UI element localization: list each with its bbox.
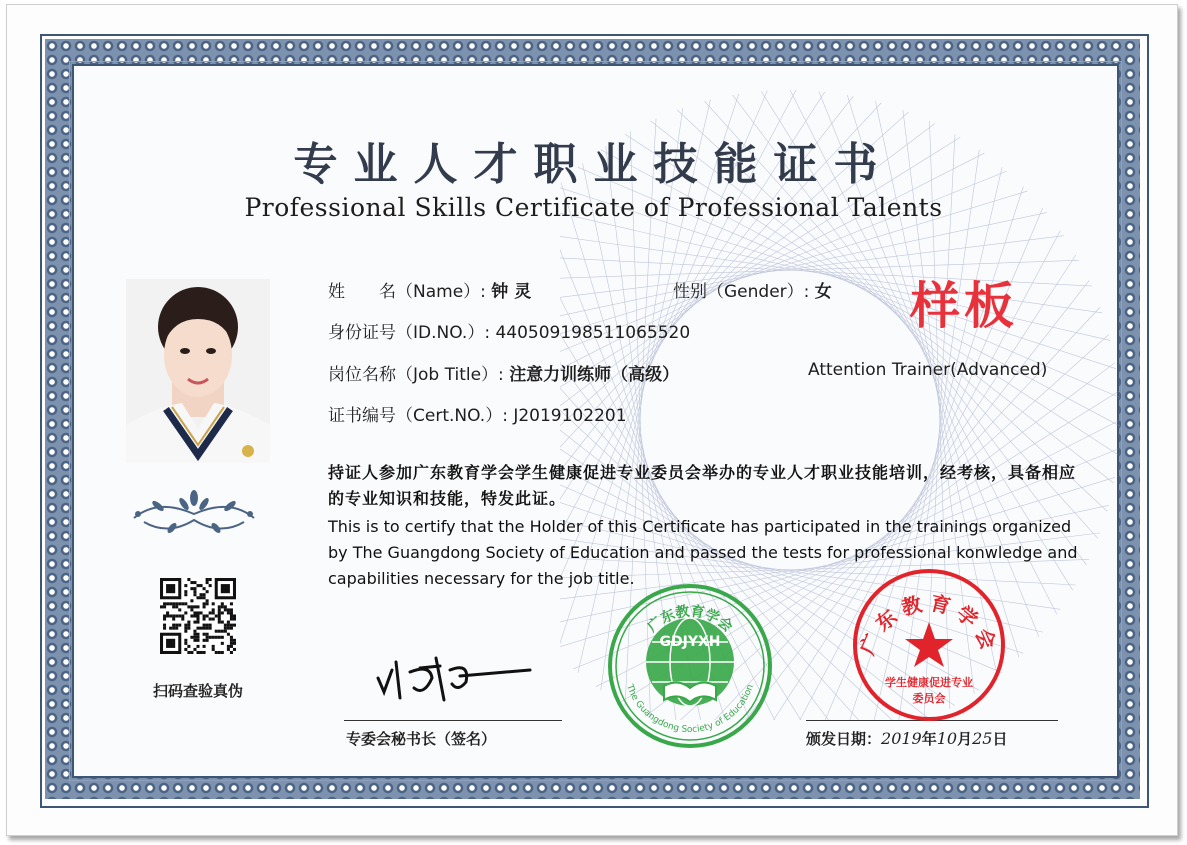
gender-label: 性别（Gender）: bbox=[673, 282, 810, 302]
gender-field bbox=[673, 277, 832, 302]
statement-chinese: 持证人参加广东教育学会学生健康促进专业委员会举办的专业人才职业技能培训，经考核，具备相应的专业知识和技能，特发此证。 bbox=[328, 463, 1077, 508]
date-month-unit: 月 bbox=[957, 730, 973, 748]
statement-english: This is to certify that the Holder of this Certificate has participated in the trainings organized by The Guangdong Society of Education and passed the tests for professional konwledge and capabilities necessary for the job title. bbox=[328, 517, 1078, 588]
name-label: 姓 名（Name）: bbox=[328, 282, 486, 302]
green-seal-top-text: 广东教育学会 bbox=[644, 603, 736, 636]
title-chinese: 专业人才职业技能证书 bbox=[293, 139, 894, 190]
date-month: 10 bbox=[936, 729, 958, 748]
signature-label: 专委会秘书长（签名） bbox=[346, 730, 497, 748]
signature-image bbox=[370, 648, 540, 712]
id-label: 身份证号（ID.NO.）: bbox=[328, 323, 491, 343]
gender-value: 女 bbox=[814, 282, 832, 302]
date-year: 2019 bbox=[881, 729, 922, 748]
name-value: 钟 灵 bbox=[491, 282, 532, 302]
holder-photo bbox=[126, 279, 270, 463]
red-seal-line1: 学生健康促进专业 bbox=[885, 676, 973, 689]
job-value-cn: 注意力训练师（高级） bbox=[509, 365, 680, 385]
qr-code-icon[interactable] bbox=[160, 578, 236, 654]
job-field bbox=[328, 360, 679, 385]
floral-ornament-icon bbox=[128, 484, 260, 540]
red-committee-seal bbox=[850, 566, 1008, 724]
cert-field bbox=[328, 401, 627, 426]
red-seal-line2: 委员会 bbox=[912, 692, 946, 705]
id-value: 440509198511065520 bbox=[495, 323, 691, 343]
green-society-seal bbox=[606, 582, 774, 750]
qr-label: 扫码查验真伪 bbox=[152, 682, 243, 700]
title-english: Professional Skills Certificate of Professional Talents bbox=[244, 193, 943, 222]
red-seal-top-text: 广东教育学会 bbox=[854, 590, 1004, 659]
date-day-unit: 日 bbox=[992, 730, 1008, 748]
id-field bbox=[328, 318, 690, 343]
date-day: 25 bbox=[972, 729, 993, 748]
job-label: 岗位名称（Job Title）: bbox=[328, 365, 504, 385]
green-seal-center-text: GDJYXH bbox=[659, 634, 721, 650]
sample-watermark: 样板 bbox=[910, 276, 1018, 335]
job-value-en: Attention Trainer(Advanced) bbox=[808, 360, 1048, 380]
signature-line bbox=[344, 720, 562, 721]
date-label: 颁发日期： bbox=[806, 730, 882, 748]
issue-date bbox=[806, 728, 1008, 749]
cert-label: 证书编号（Cert.NO.）: bbox=[328, 406, 508, 426]
cert-value: J2019102201 bbox=[513, 406, 627, 426]
green-seal-bottom-text: The Guangdong Society of Education bbox=[624, 683, 756, 736]
date-year-unit: 年 bbox=[921, 730, 937, 748]
name-field bbox=[328, 277, 531, 302]
